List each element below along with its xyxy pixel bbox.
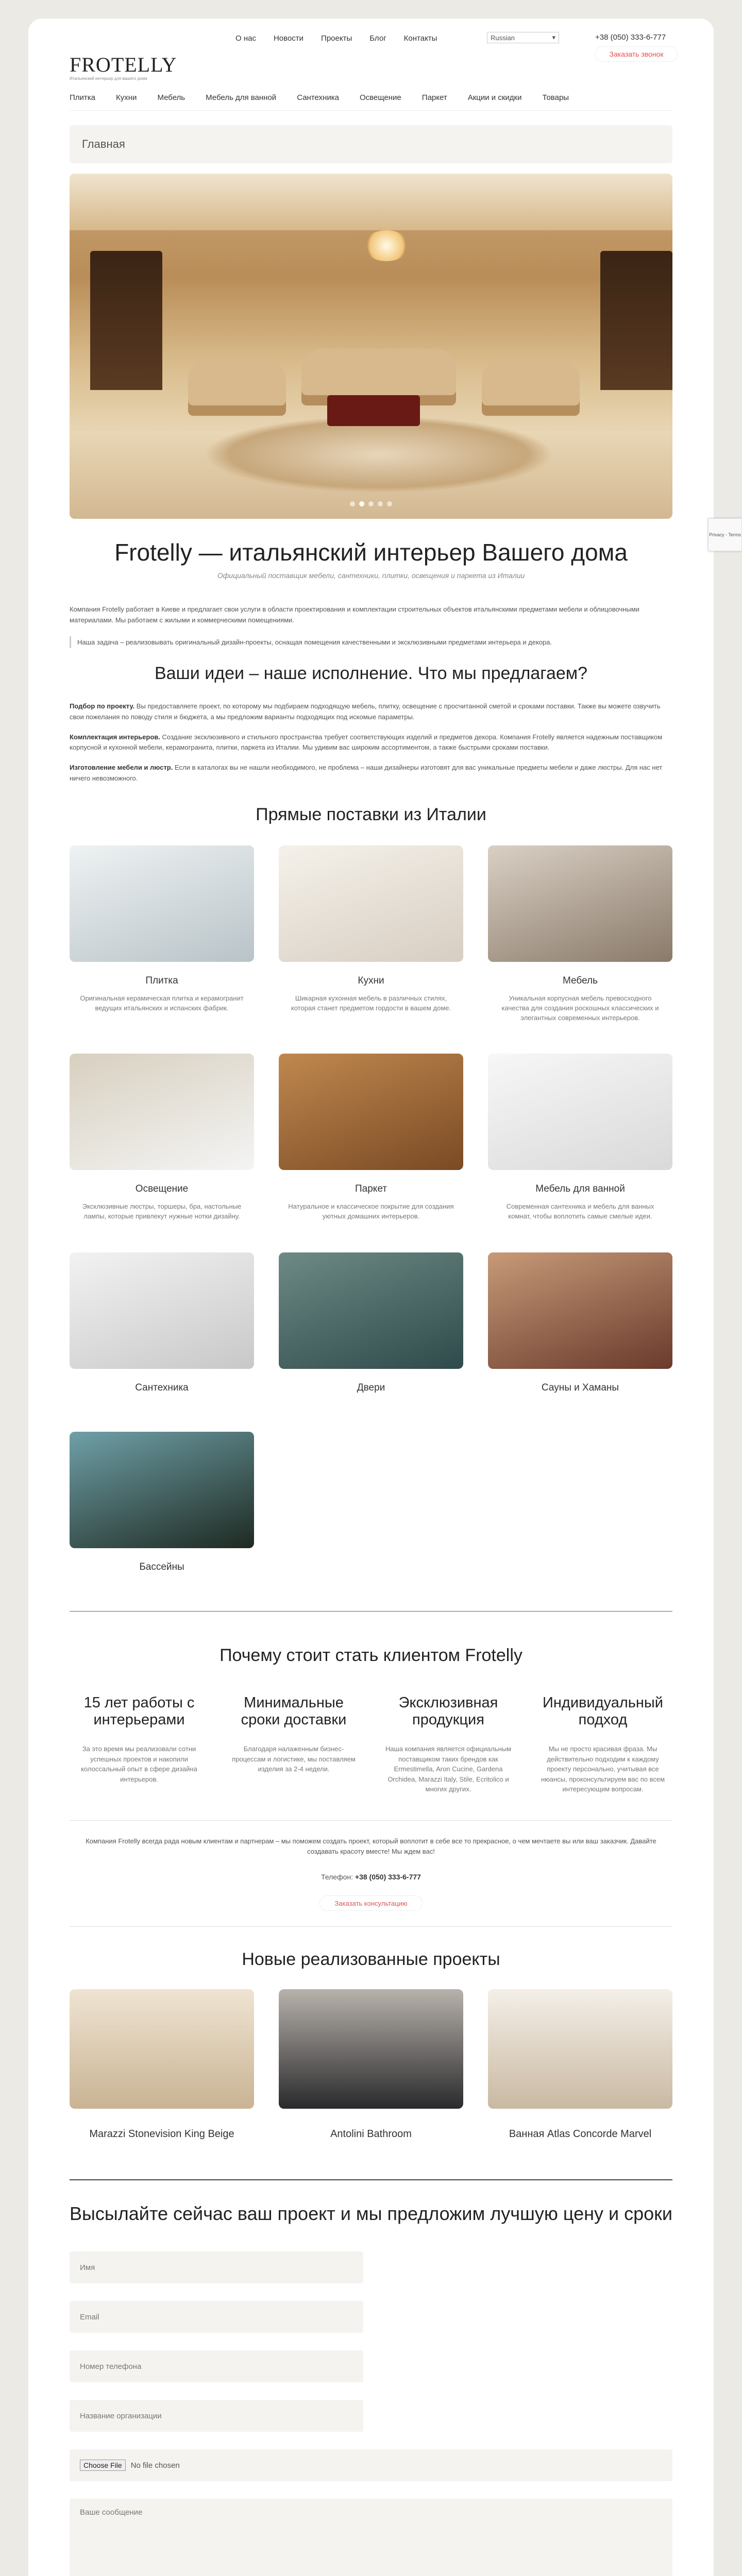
hero-chandelier xyxy=(363,230,410,261)
why-title: Почему стоит стать клиентом Frotelly xyxy=(220,1646,522,1666)
divider xyxy=(70,1926,672,1927)
breadcrumb[interactable]: Главная xyxy=(70,125,672,163)
category-name[interactable]: Бассейны xyxy=(139,1562,184,1573)
ideas-p3-text: Если в каталогах вы не нашли необходимого, не проблема – наши дизайнеры изготовят для вас уникальные предметы мебели и даже люстры. Для нас нет ничего невозможного. xyxy=(70,764,663,783)
ideas-paragraph-1 xyxy=(70,701,672,723)
category-image[interactable] xyxy=(488,1054,672,1170)
why-col xyxy=(533,1694,672,1794)
logo-text: FROTELLY xyxy=(70,53,177,76)
logo-subtitle: Итальянский интерьер для вашего дома xyxy=(70,76,147,81)
category-name[interactable]: Мебель xyxy=(563,975,598,986)
category-card[interactable] xyxy=(279,1252,463,1401)
category-card[interactable] xyxy=(70,1252,254,1401)
topnav-contacts[interactable]: Контакты xyxy=(403,34,437,43)
category-image[interactable] xyxy=(279,1252,463,1369)
project-image[interactable] xyxy=(279,1989,463,2109)
category-image[interactable] xyxy=(279,1054,463,1170)
project-image[interactable] xyxy=(70,1989,254,2109)
project-form xyxy=(70,2179,672,2576)
email-field[interactable]: Email xyxy=(70,2301,363,2333)
consult-button[interactable]: Заказать консультацию xyxy=(319,1895,423,1911)
why-col-title: Эксклюзивная продукция xyxy=(398,1694,498,1728)
project-card[interactable] xyxy=(488,1989,672,2140)
slider-dot[interactable] xyxy=(350,501,355,506)
logo[interactable] xyxy=(70,55,177,81)
category-name[interactable]: Паркет xyxy=(355,1183,387,1195)
slider-dot[interactable] xyxy=(359,501,364,506)
category-card[interactable] xyxy=(279,845,463,1023)
divider xyxy=(70,1611,672,1612)
category-card[interactable] xyxy=(488,1054,672,1222)
slider-dots xyxy=(350,501,392,506)
category-image[interactable] xyxy=(488,845,672,962)
category-grid xyxy=(70,845,672,1580)
category-image[interactable] xyxy=(70,1252,254,1369)
category-card[interactable] xyxy=(70,845,254,1023)
why-col xyxy=(70,1694,209,1794)
intro-text: Компания Frotelly работает в Киеве и предлагает свои услуги в области проектирования и комплектации строительных объектов итальянскими предметами мебели и облицовочными материалами. Мы работаем с жилыми и коммерческими помещениями. xyxy=(70,605,639,624)
hero-door-right xyxy=(600,251,672,390)
page-card xyxy=(28,19,714,2576)
category-image[interactable] xyxy=(70,845,254,962)
italy-title: Прямые поставки из Италии xyxy=(256,804,486,824)
why-phone-number[interactable]: +38 (050) 333-6-777 xyxy=(355,1873,421,1882)
file-upload xyxy=(70,2449,672,2481)
project-image[interactable] xyxy=(488,1989,672,2109)
nav-products[interactable]: Товары xyxy=(542,93,569,102)
why-col xyxy=(224,1694,363,1794)
ideas-title: Ваши идеи – наше исполнение. Что мы предлагаем? xyxy=(154,664,588,684)
hero-rug xyxy=(204,416,554,493)
category-image[interactable] xyxy=(70,1432,254,1548)
choose-file-button[interactable]: Choose File xyxy=(80,2460,126,2471)
project-name[interactable]: Ванная Atlas Concorde Marvel xyxy=(509,2128,652,2140)
nav-parquet[interactable]: Паркет xyxy=(421,93,447,102)
name-field[interactable]: Имя xyxy=(70,2251,363,2283)
ideas-p1-text: Вы предоставляете проект, по которому мы подбираем подходящую мебель, плитку, освещение с просчитанной сметой и сроками поставки. Также вы можете озвучить свои пожелания по поводу стиля и бюджета, а мы предложим варианты подходящих под искомые параметры. xyxy=(70,702,661,721)
category-name[interactable]: Кухни xyxy=(358,975,384,986)
category-card[interactable] xyxy=(70,1432,254,1580)
why-col xyxy=(379,1694,518,1794)
nav-sales[interactable]: Акции и скидки xyxy=(467,93,522,102)
language-value: Russian xyxy=(491,33,515,42)
recaptcha-text: Privacy - Terms xyxy=(709,532,741,537)
header xyxy=(70,19,672,93)
chevron-down-icon: ▾ xyxy=(552,33,555,41)
category-name[interactable]: Двери xyxy=(357,1382,385,1394)
ideas-paragraph-2 xyxy=(70,732,672,754)
message-field[interactable]: Ваше сообщение xyxy=(70,2499,672,2576)
topnav-news[interactable]: Новости xyxy=(273,34,304,43)
hero-slider[interactable] xyxy=(70,174,672,519)
category-desc: Оригинальная керамическая плитка и керамогранит ведущих итальянских и испанских фабрик. xyxy=(80,994,244,1012)
category-desc: Эксклюзивные люстры, торшеры, бра, настольные лампы, которые привлекут нужные нотки дизайну. xyxy=(82,1202,242,1221)
category-image[interactable] xyxy=(488,1252,672,1369)
category-desc: Шикарная кухонная мебель в различных стилях, которая станет предметом гордости в вашем доме. xyxy=(291,994,451,1012)
hero-armchair-left xyxy=(188,359,286,416)
category-card[interactable] xyxy=(488,1252,672,1401)
why-col-text: Благодаря налаженным бизнес-процессам и логистике, мы поставляем изделия за 2-4 недели. xyxy=(232,1745,356,1773)
category-name[interactable]: Плитка xyxy=(145,975,178,986)
projects-grid xyxy=(70,1989,672,2140)
why-phone xyxy=(70,1873,672,1881)
hero-armchair-right xyxy=(482,359,580,416)
callback-button[interactable]: Заказать звонок xyxy=(595,46,678,62)
why-note: Компания Frotelly всегда рада новым клиентам и партнерам – мы поможем создать проект, который воплотит в себе все то прекрасное, о чем мечтаете вы или ваш заказчик. Давайте создавать красоту вместе! Мы ждем вас! xyxy=(70,1820,672,1858)
nav-tiles[interactable]: Плитка xyxy=(70,93,96,102)
file-status: No file chosen xyxy=(130,2461,180,2470)
ideas-section xyxy=(70,664,672,784)
project-name[interactable]: Antolini Bathroom xyxy=(330,2128,412,2140)
page-subtitle: Официальный поставщик мебели, сантехники, плитки, освещения и паркета из Италии xyxy=(217,571,525,580)
ideas-p1-lead: Подбор по проекту. xyxy=(70,702,135,710)
project-card[interactable] xyxy=(279,1989,463,2140)
why-col-title: Минимальные сроки доставки xyxy=(241,1694,347,1728)
project-card[interactable] xyxy=(70,1989,254,2140)
ideas-p2-lead: Комплектация интерьеров. xyxy=(70,733,160,741)
slider-dot[interactable] xyxy=(387,501,392,506)
topnav-about[interactable]: О нас xyxy=(235,34,256,43)
why-col-title: Индивидуальный подход xyxy=(543,1694,663,1728)
ideas-paragraph-3 xyxy=(70,762,672,784)
main-nav xyxy=(70,93,672,111)
project-name[interactable]: Marazzi Stonevision King Beige xyxy=(89,2128,234,2140)
why-col-text: Мы не просто красивая фраза. Мы действительно подходим к каждому проекту персонально, учитывая все нюансы, проконсультируем вас по всем интересующим вопросам. xyxy=(541,1745,665,1793)
category-name[interactable]: Освещение xyxy=(135,1183,189,1195)
category-desc: Современная сантехника и мебель для ванных комнат, чтобы воплотить самые смелые идеи. xyxy=(506,1202,654,1221)
slider-dot[interactable] xyxy=(368,501,374,506)
phone-field[interactable]: Номер телефона xyxy=(70,2350,363,2382)
language-select[interactable] xyxy=(487,32,559,43)
why-columns xyxy=(70,1694,672,1794)
hero-coffee-table xyxy=(327,395,420,426)
why-col-text: Наша компания является официальным поставщиком таких брендов как Ermestimella, Aron Cucine, Gardena Orchidea, Marazzi Italy, Stile, Ecritolico и многих других. xyxy=(385,1745,512,1793)
category-image[interactable] xyxy=(70,1054,254,1170)
category-card[interactable] xyxy=(70,1054,254,1222)
top-nav xyxy=(235,34,437,43)
nav-lighting[interactable]: Освещение xyxy=(359,93,401,102)
why-col-title: 15 лет работы с интерьерами xyxy=(83,1694,195,1728)
slider-dot[interactable] xyxy=(378,501,383,506)
nav-kitchens[interactable]: Кухни xyxy=(116,93,137,102)
category-card[interactable] xyxy=(279,1054,463,1222)
category-name[interactable]: Мебель для ванной xyxy=(535,1183,625,1195)
organization-field[interactable]: Название организации xyxy=(70,2400,363,2432)
italy-section xyxy=(70,805,672,1580)
nav-furniture[interactable]: Мебель xyxy=(157,93,185,102)
hero-ceiling xyxy=(70,174,672,230)
recaptcha-badge[interactable] xyxy=(708,518,742,551)
ideas-p3-lead: Изготовление мебели и люстр. xyxy=(70,764,173,772)
hero-door-left xyxy=(90,251,162,390)
topnav-projects[interactable]: Проекты xyxy=(321,34,352,43)
why-col-text: За это время мы реализовали сотни успешных проектов и накопили колоссальный опыт в сфере дизайна интерьеров. xyxy=(81,1745,197,1783)
nav-plumbing[interactable]: Сантехника xyxy=(297,93,339,102)
form-title: Высылайте сейчас ваш проект и мы предложим лучшую цену и сроки xyxy=(70,2203,672,2225)
why-phone-label: Телефон: xyxy=(321,1873,353,1882)
category-image[interactable] xyxy=(279,845,463,962)
topnav-blog[interactable]: Блог xyxy=(369,34,386,43)
category-card[interactable] xyxy=(488,845,672,1023)
projects-title: Новые реализованные проекты xyxy=(242,1950,500,1970)
category-desc: Уникальная корпусная мебель превосходного качества для создания роскошных классических и элегантных современных интерьеров. xyxy=(501,994,659,1022)
page-title: Frotelly — итальянский интерьер Вашего дома xyxy=(114,539,628,566)
intro-quote: Наша задача – реализовывать оригинальный дизайн-проекты, оснащая помещения качественными и эксклюзивными предметами интерьера и декора. xyxy=(70,636,672,649)
category-name[interactable]: Сауны и Хаманы xyxy=(541,1382,619,1394)
category-name[interactable]: Сантехника xyxy=(135,1382,189,1394)
header-phone[interactable]: +38 (050) 333-6-777 xyxy=(595,33,666,42)
why-section xyxy=(70,1646,672,1911)
consult-wrap xyxy=(70,1895,672,1911)
nav-bathroom-furniture[interactable]: Мебель для ванной xyxy=(206,93,277,102)
projects-section xyxy=(70,1950,672,2140)
category-desc: Натуральное и классическое покрытие для создания уютных домашних интерьеров. xyxy=(288,1202,454,1221)
ideas-p2-text: Создание эксклюзивного и стильного пространства требует соответствующих изделий и предметов декора. Компания Frotelly является надежным поставщиком корпусной и кухонной мебели, керамогранита, плитки, паркета из Италии. Мы удивим вас широким ассортиментом, а также быстрыми сроками поставки. xyxy=(70,733,663,752)
